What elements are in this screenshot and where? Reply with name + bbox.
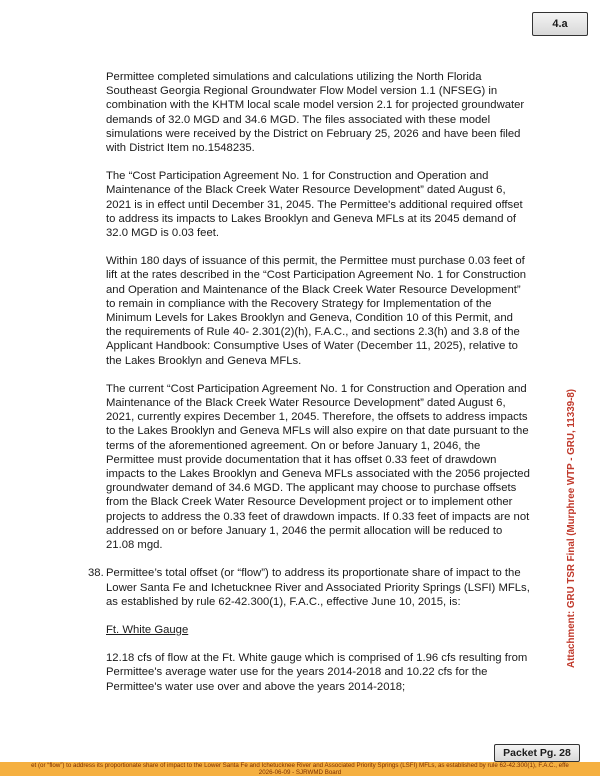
condition-38 <box>88 566 531 693</box>
agenda-item-tag: 4.a <box>532 12 588 36</box>
paragraph-purchase-lift: Within 180 days of issuance of this permit, the Permittee must purchase 0.03 feet of lift at the rates described in the “Cost Participation Agreement No. 1 for Construction and Operation and Maintenance of the Black Creek Water Resource Development” to remain in compliance with the Recovery Strategy for Implementation of the Minimum Levels for Lakes Brooklyn and Geneva, Condition 10 of this Permit, and the requirements of Rule 40- 2.301(2)(h), F.A.C., and sections 2.3(h) and 3.8 of the Applicant Handbook: Consumptive Uses of Water (December 11, 2025), relative to the Lakes Brooklyn and Geneva MFLs. <box>106 255 527 367</box>
packet-page-label: Packet Pg. 28 <box>494 744 580 762</box>
ft-white-gauge-text: 12.18 cfs of flow at the Ft. White gauge which is comprised of 1.96 cfs resulting from Permittee's average water use for the years 2014-2018 and 10.22 cfs for the Permittee's water use over and above the years 2014-2018; <box>106 652 528 693</box>
footer-line-1: et (or “flow”) to address its proportionate share of impact to the Lower Santa Fe and Ichetucknee River and Associated Priority Springs (LSFI) MFLs, as established by rule 62-42.300(1), F.A.C., effe <box>31 762 569 769</box>
condition-number: 38. <box>88 567 104 580</box>
footer-line-2: 2026-06-09 - SJRWMD Board <box>258 769 342 776</box>
attachment-side-label: Attachment: GRU TSR Final (Murphree WTP - GRU, 11339-8) <box>566 388 577 668</box>
document-body <box>88 70 531 708</box>
paragraph-model-simulations: Permittee completed simulations and calculations utilizing the North Florida Southeast Georgia Regional Groundwater Flow Model version 1.1 (NFSEG) in combination with the KHTM local scale model version 2.1 for projected groundwater demands of 32.0 MGD and 34.6 MGD. The files associated with these model simulations were received by the District on February 25, 2026 and have been filed with District Item no.1548235. <box>106 71 525 155</box>
condition-38-text: Permittee’s total offset (or “flow”) to address its proportionate share of impact to the Lower Santa Fe and Ichetucknee River and Associated Priority Springs (LSFI) MFLs, as established by rule 62-42.300(1), F.A.C., effective June 10, 2015, is: <box>106 567 530 608</box>
ft-white-gauge-heading: Ft. White Gauge <box>106 623 189 636</box>
footer-bar <box>0 762 600 776</box>
paragraph-agreement-expiry: The current “Cost Participation Agreement No. 1 for Construction and Operation and Maintenance of the Black Creek Water Resource Development” dated August 6, 2021, currently expires December 1, 2045. Therefore, the offsets to address impacts to the Lakes Brooklyn and Geneva MFLs will also expire on that date pursuant to the terms of the aforementioned agreement. On or before January 1, 2046, the Permittee must provide documentation that it has offset 0.33 feet of drawdown impacts to the Lakes Brooklyn and Geneva MFLs associated with the 2056 projected groundwater demand of 34.6 MGD. The applicant may choose to purchase offsets from the Black Creek Water Resource Development project or to implement other projects to address the 0.33 feet of drawdown impacts. If 0.33 feet of impacts are not addressed on or before January 1, 2046 the permit allocation will be reduced to 21.08 mgd. <box>106 382 530 552</box>
paragraph-cost-agreement: The “Cost Participation Agreement No. 1 for Construction and Operation and Maintenance of the Black Creek Water Resource Development” dated August 6, 2021 is in effect until December 31, 2045. The Permittee's additional required offset to address its impacts to Lakes Brooklyn and Geneva MFLs at its 2045 demand of 32.0 MGD is 0.03 feet. <box>106 170 523 240</box>
